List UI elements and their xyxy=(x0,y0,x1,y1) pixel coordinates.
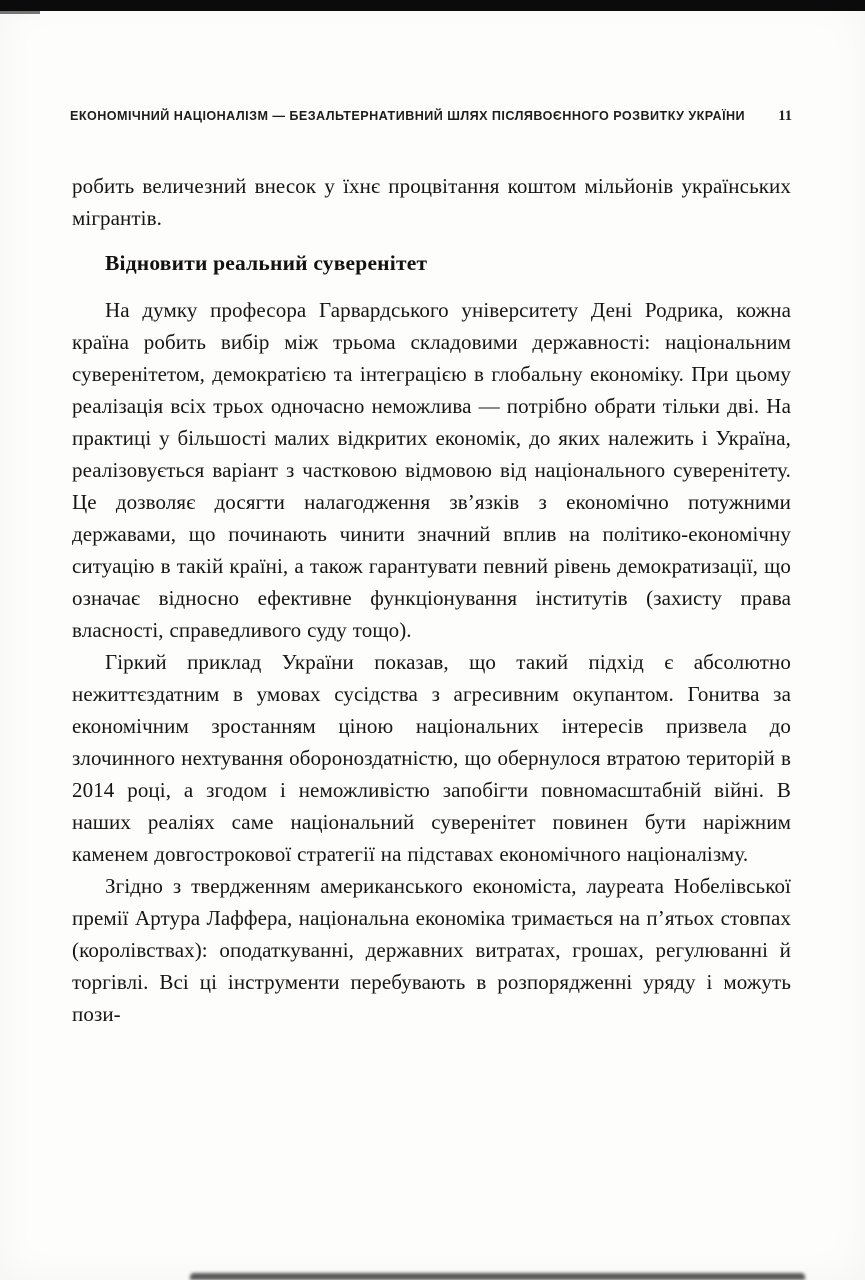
section-heading: Відновити реальний суверенітет xyxy=(105,251,428,275)
page-body xyxy=(72,170,791,1030)
running-header-title: ЕКОНОМІЧНИЙ НАЦІОНАЛІЗМ — БЕЗАЛЬТЕРНАТИВНИЙ ШЛЯХ ПІСЛЯВОЄННОГО РОЗВИТКУ УКРАЇНИ xyxy=(70,109,746,123)
paragraph: Згідно з твердженням американського економіста, лауреата Нобелівської премії Артура Лаффера, національна економіка тримається на п’ятьох стовпах (королівствах): оподаткуванні, державних витратах, грошах, регулюванні й торгівлі. Всі ці інструменти перебувають в розпорядженні уряду і можуть пози- xyxy=(72,874,791,1026)
page-number: 11 xyxy=(778,108,792,124)
paragraph: Гіркий приклад України показав, що такий підхід є абсолютно нежиттєздатним в умовах сусідства з агресивним окупантом. Гонитва за економічним зростанням ціною національних інтересів призвела до злочинного нехтування обороноздатністю, що обернулося втратою територій в 2014 році, а згодом і неможливістю запобігти повномасштабній війні. В наших реаліях саме національний суверенітет повинен бути наріжним каменем довгострокової стратегії на підставах економічного націоналізму. xyxy=(72,650,791,866)
scan-edge-top xyxy=(0,0,865,11)
paragraph: На думку професора Гарвардського університету Дені Родрика, кожна країна робить вибір між трьома складовими державності: національним суверенітетом, демократією та інтеграцією в глобальну економіку. При цьому реалізація всіх трьох одночасно неможлива — потрібно обрати тільки дві. На практиці у більшості малих відкритих економік, до яких належить і Україна, реалізовується варіант з частковою відмовою від національного суверенітету. Це дозволяє досягти налагодження зв’язків з економічно потужними державами, що починають чинити значний вплив на політико-економічну ситуацію в такій країні, а також гарантувати певний рівень демократизації, що означає відносно ефективне функціонування інститутів (захисту права власності, справедливого суду тощо). xyxy=(72,298,791,642)
scan-edge-bottom xyxy=(190,1273,805,1280)
paragraph-continuation: робить величезний внесок у їхнє процвітання коштом мільйонів українських мігрантів. xyxy=(72,174,791,230)
running-header xyxy=(70,108,792,125)
